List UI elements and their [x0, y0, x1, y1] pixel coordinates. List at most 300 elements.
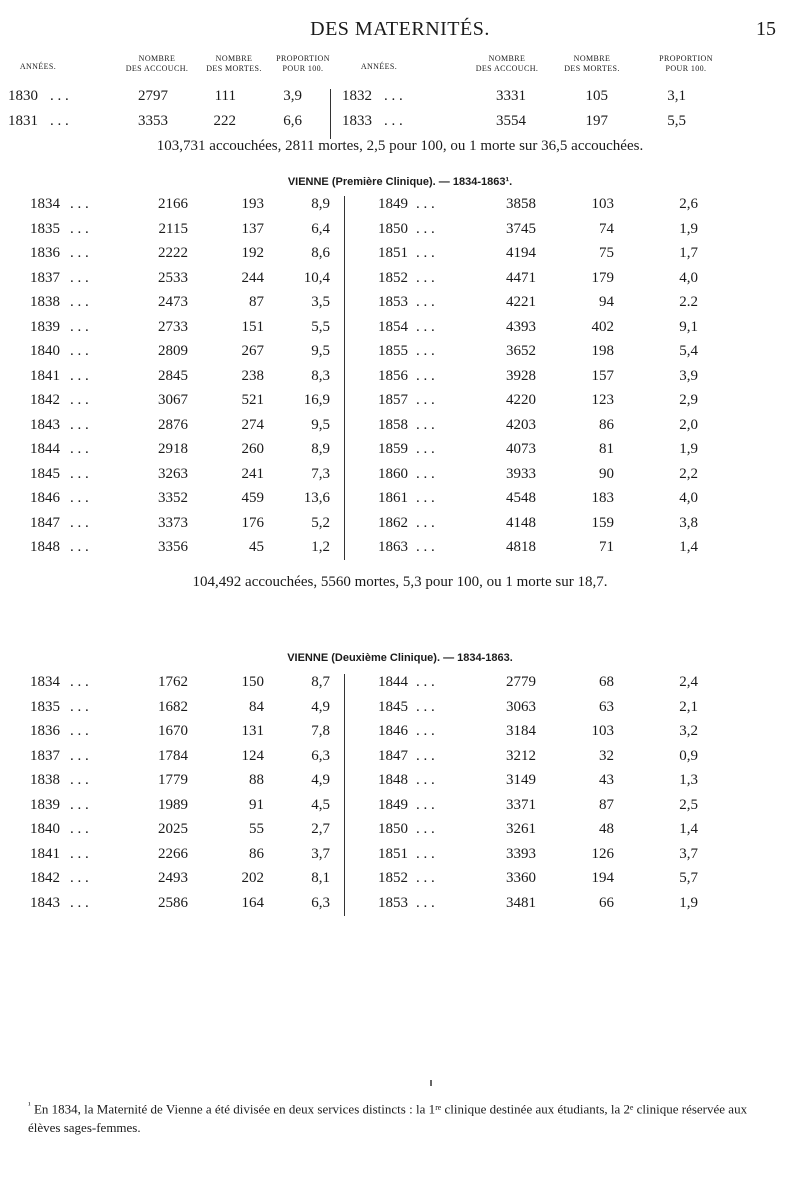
- mortes-cell: 105: [585, 88, 608, 104]
- proportion-cell: 1,2: [311, 539, 330, 555]
- year-cell: 1842: [30, 392, 60, 408]
- accouch-cell: 3352: [158, 490, 188, 506]
- proportion-cell: 3,5: [311, 294, 330, 310]
- proportion-cell: 1,9: [679, 441, 698, 457]
- accouch-cell: 4393: [506, 318, 536, 335]
- dots: . . .: [416, 747, 435, 764]
- proportion-cell: 1,4: [679, 539, 698, 555]
- proportion-cell: 2,6: [679, 196, 698, 212]
- mortes-cell: 126: [591, 845, 614, 862]
- accouch-cell: 2533: [158, 269, 188, 286]
- accouch-cell: 3652: [506, 343, 536, 359]
- dots: . . .: [416, 367, 435, 384]
- accouch-cell: 1682: [158, 698, 188, 715]
- year-cell: 1842: [30, 870, 60, 886]
- dots: . . .: [416, 465, 435, 482]
- year-cell: 1860: [378, 465, 408, 482]
- col-label: NOMBRE: [138, 54, 176, 63]
- dots: . . .: [416, 674, 435, 690]
- accouch-cell: 2493: [158, 870, 188, 886]
- year-cell: 1840: [30, 821, 60, 837]
- accouch-cell: 4203: [506, 416, 536, 433]
- mortes-cell: 48: [599, 821, 614, 837]
- accouch-cell: 3481: [506, 894, 536, 911]
- dots: . . .: [416, 796, 435, 813]
- year-cell: 1853: [378, 894, 408, 911]
- accouch-cell: 2733: [158, 318, 188, 335]
- year-cell: 1836: [30, 245, 60, 261]
- proportion-cell: 3,9: [283, 88, 302, 104]
- mortes-cell: 74: [599, 220, 614, 237]
- table-row: [0, 392, 800, 416]
- table-row: [0, 319, 800, 343]
- year-cell: 1839: [30, 796, 60, 813]
- table-row: [0, 674, 800, 698]
- mortes-cell: 68: [599, 674, 614, 690]
- dots: . . .: [416, 318, 435, 335]
- proportion-cell: 8,1: [311, 870, 330, 886]
- year-cell: 1843: [30, 894, 60, 911]
- mortes-cell: 84: [249, 698, 264, 715]
- proportion-cell: 6,3: [311, 894, 330, 911]
- dots: . . .: [416, 845, 435, 862]
- dots: . . .: [416, 514, 435, 531]
- mortes-cell: 103: [591, 723, 614, 739]
- proportion-cell: 3,2: [679, 723, 698, 739]
- mortes-cell: 222: [213, 113, 236, 129]
- table-row: [0, 417, 800, 441]
- accouch-cell: 3371: [506, 796, 536, 813]
- year-cell: 1847: [30, 514, 60, 531]
- col-label: NOMBRE: [488, 54, 526, 63]
- accouch-cell: 2115: [158, 220, 188, 237]
- proportion-cell: 5,4: [679, 343, 698, 359]
- year-cell: 1848: [378, 772, 408, 788]
- dots: . . .: [416, 490, 435, 506]
- year-cell: 1862: [378, 514, 408, 531]
- proportion-cell: 2,4: [679, 674, 698, 690]
- col-label: PROPORTION: [276, 54, 330, 63]
- mortes-cell: 71: [599, 539, 614, 555]
- year-cell: 1833: [342, 113, 372, 129]
- year-cell: 1852: [378, 870, 408, 886]
- mortes-cell: 192: [241, 245, 264, 261]
- table-row: [0, 113, 800, 137]
- accouch-cell: 3063: [506, 698, 536, 715]
- year-cell: 1844: [30, 441, 60, 457]
- mortes-cell: 176: [241, 514, 264, 531]
- mortes-cell: 88: [249, 772, 264, 788]
- dots: . . .: [416, 245, 435, 261]
- table-row: [0, 821, 800, 845]
- col-nombre-mortes-2: [552, 54, 632, 74]
- year-cell: 1844: [378, 674, 408, 690]
- dots: . . .: [70, 514, 89, 531]
- year-cell: 1835: [30, 220, 60, 237]
- col-proportion-2: [636, 54, 736, 74]
- table-row: [0, 221, 800, 245]
- proportion-cell: 8,7: [311, 674, 330, 690]
- accouch-cell: 4220: [506, 392, 536, 408]
- table-row: [0, 294, 800, 318]
- year-cell: 1851: [378, 845, 408, 862]
- accouch-cell: 3331: [496, 88, 526, 104]
- proportion-cell: 6,6: [283, 113, 302, 129]
- dots: . . .: [416, 416, 435, 433]
- proportion-cell: 4,0: [679, 490, 698, 506]
- dots: . . .: [416, 441, 435, 457]
- proportion-cell: 6,3: [311, 747, 330, 764]
- dots: . . .: [70, 894, 89, 911]
- year-cell: 1837: [30, 747, 60, 764]
- proportion-cell: 1,9: [679, 220, 698, 237]
- proportion-cell: 1,9: [679, 894, 698, 911]
- proportion-cell: 13,6: [303, 490, 330, 506]
- mortes-cell: 238: [241, 367, 264, 384]
- col-label: DES MORTES.: [206, 64, 262, 73]
- section-summary: 104,492 accouchées, 5560 mortes, 5,3 pour 100, ou 1 morte sur 18,7.: [192, 574, 608, 590]
- mortes-cell: 75: [599, 245, 614, 261]
- dots: . . .: [416, 698, 435, 715]
- year-cell: 1838: [30, 294, 60, 310]
- accouch-cell: 4818: [506, 539, 536, 555]
- accouch-cell: 2918: [158, 441, 188, 457]
- mortes-cell: 267: [241, 343, 264, 359]
- proportion-cell: 2,2: [679, 465, 698, 482]
- year-cell: 1846: [30, 490, 60, 506]
- accouch-cell: 1762: [158, 674, 188, 690]
- accouch-cell: 3933: [506, 465, 536, 482]
- proportion-cell: 7,3: [311, 465, 330, 482]
- dots: . . .: [70, 294, 89, 310]
- mortes-cell: 159: [591, 514, 614, 531]
- accouch-cell: 4073: [506, 441, 536, 457]
- dots: . . .: [70, 416, 89, 433]
- dots: . . .: [70, 269, 89, 286]
- dots: . . .: [70, 392, 89, 408]
- year-cell: 1853: [378, 294, 408, 310]
- table-row: [0, 515, 800, 539]
- dots: . . .: [416, 723, 435, 739]
- table-row: [0, 196, 800, 220]
- footnote-marker: ¹: [28, 1100, 31, 1110]
- accouch-cell: 3263: [158, 465, 188, 482]
- dots: . . .: [70, 490, 89, 506]
- col-nombre-accouch-2: [462, 54, 552, 74]
- dots: . . .: [70, 698, 89, 715]
- mortes-cell: 123: [591, 392, 614, 408]
- section-heading: VIENNE (Deuxième Clinique). — 1834-1863.: [287, 652, 513, 664]
- proportion-cell: 5,2: [311, 514, 330, 531]
- col-label: DES ACCOUCH.: [125, 64, 189, 73]
- dots: . . .: [70, 870, 89, 886]
- dots: . . .: [70, 747, 89, 764]
- mortes-cell: 55: [249, 821, 264, 837]
- accouch-cell: 2473: [158, 294, 188, 310]
- proportion-cell: 1,7: [679, 245, 698, 261]
- mortes-cell: 111: [214, 88, 236, 104]
- dots: . . .: [416, 196, 435, 212]
- accouch-cell: 2797: [138, 88, 168, 104]
- year-cell: 1843: [30, 416, 60, 433]
- accouch-cell: 1784: [158, 747, 188, 764]
- mortes-cell: 90: [599, 465, 614, 482]
- mortes-cell: 32: [599, 747, 614, 764]
- mortes-cell: 63: [599, 698, 614, 715]
- footnote-mark: [430, 1080, 432, 1086]
- accouch-cell: 3353: [138, 113, 168, 129]
- col-nombre-accouch: [112, 54, 202, 74]
- accouch-cell: 1779: [158, 772, 188, 788]
- accouch-cell: 4194: [506, 245, 536, 261]
- table-row: [0, 343, 800, 367]
- proportion-cell: 5,5: [667, 113, 686, 129]
- accouch-cell: 3149: [506, 772, 536, 788]
- year-cell: 1831: [8, 113, 38, 129]
- mortes-cell: 402: [591, 318, 614, 335]
- dots: . . .: [70, 845, 89, 862]
- col-label: PROPORTION: [659, 54, 713, 63]
- proportion-cell: 7,8: [311, 723, 330, 739]
- col-label: POUR 100.: [282, 64, 324, 73]
- proportion-cell: 10,4: [303, 269, 330, 286]
- dots: . . .: [70, 539, 89, 555]
- dots: . . .: [384, 88, 403, 104]
- accouch-cell: 3261: [506, 821, 536, 837]
- mortes-cell: 87: [599, 796, 614, 813]
- table-row: [0, 270, 800, 294]
- column-headers: [0, 52, 800, 78]
- dots: . . .: [416, 392, 435, 408]
- accouch-cell: 3928: [506, 367, 536, 384]
- table-row: [0, 466, 800, 490]
- accouch-cell: 4471: [506, 269, 536, 286]
- dots: . . .: [416, 539, 435, 555]
- proportion-cell: 6,4: [311, 220, 330, 237]
- footnote: [28, 1096, 780, 1137]
- col-annees: ANNÉES.: [19, 62, 57, 71]
- year-cell: 1835: [30, 698, 60, 715]
- mortes-cell: 521: [241, 392, 264, 408]
- mortes-cell: 87: [249, 294, 264, 310]
- year-cell: 1863: [378, 539, 408, 555]
- mortes-cell: 103: [591, 196, 614, 212]
- mortes-cell: 179: [591, 269, 614, 286]
- dots: . . .: [70, 441, 89, 457]
- proportion-cell: 8,9: [311, 196, 330, 212]
- accouch-cell: 3067: [158, 392, 188, 408]
- table-row: [0, 895, 800, 919]
- table-row: [0, 368, 800, 392]
- mortes-cell: 137: [241, 220, 264, 237]
- dots: . . .: [70, 343, 89, 359]
- mortes-cell: 164: [241, 894, 264, 911]
- col-proportion: [258, 54, 348, 74]
- proportion-cell: 16,9: [303, 392, 330, 408]
- year-cell: 1837: [30, 269, 60, 286]
- accouch-cell: 2166: [158, 196, 188, 212]
- footnote-text: En 1834, la Maternité de Vienne a été divisée en deux services distincts : la 1ʳᵉ clinique destinée aux étudiants, la 2ᵉ clinique réservée aux élèves sages-femmes.: [28, 1101, 748, 1136]
- dots: . . .: [70, 220, 89, 237]
- dots: . . .: [70, 772, 89, 788]
- mortes-cell: 260: [241, 441, 264, 457]
- proportion-cell: 1,4: [679, 821, 698, 837]
- mortes-cell: 274: [241, 416, 264, 433]
- table-row: [0, 88, 800, 112]
- accouch-cell: 2222: [158, 245, 188, 261]
- year-cell: 1857: [378, 392, 408, 408]
- table-row: [0, 245, 800, 269]
- dots: . . .: [70, 318, 89, 335]
- year-cell: 1859: [378, 441, 408, 457]
- year-cell: 1834: [30, 674, 60, 690]
- dots: . . .: [70, 796, 89, 813]
- dots: . . .: [70, 723, 89, 739]
- accouch-cell: 2025: [158, 821, 188, 837]
- proportion-cell: 5,5: [311, 318, 330, 335]
- accouch-cell: 3212: [506, 747, 536, 764]
- mortes-cell: 124: [241, 747, 264, 764]
- accouch-cell: 4548: [506, 490, 536, 506]
- accouch-cell: 4221: [506, 294, 536, 310]
- accouch-cell: 3356: [158, 539, 188, 555]
- col-label: POUR 100.: [665, 64, 707, 73]
- table-row: [0, 723, 800, 747]
- year-cell: 1848: [30, 539, 60, 555]
- table-row: [0, 797, 800, 821]
- proportion-cell: 4,5: [311, 796, 330, 813]
- mortes-cell: 241: [241, 465, 264, 482]
- mortes-cell: 91: [249, 796, 264, 813]
- dots: . . .: [416, 294, 435, 310]
- accouch-cell: 2845: [158, 367, 188, 384]
- accouch-cell: 1989: [158, 796, 188, 813]
- proportion-cell: 9,5: [311, 416, 330, 433]
- accouch-cell: 3393: [506, 845, 536, 862]
- mortes-cell: 81: [599, 441, 614, 457]
- dots: . . .: [70, 821, 89, 837]
- proportion-cell: 2,7: [311, 821, 330, 837]
- year-cell: 1847: [378, 747, 408, 764]
- table-row: [0, 441, 800, 465]
- accouch-cell: 3360: [506, 870, 536, 886]
- proportion-cell: 8,6: [311, 245, 330, 261]
- accouch-cell: 3745: [506, 220, 536, 237]
- mortes-cell: 94: [599, 294, 614, 310]
- mortes-cell: 157: [591, 367, 614, 384]
- year-cell: 1861: [378, 490, 408, 506]
- proportion-cell: 2,5: [679, 796, 698, 813]
- mortes-cell: 202: [241, 870, 264, 886]
- accouch-cell: 3184: [506, 723, 536, 739]
- running-title: DES MATERNITÉS.: [310, 18, 490, 40]
- dots: . . .: [416, 772, 435, 788]
- mortes-cell: 197: [585, 113, 608, 129]
- year-cell: 1854: [378, 318, 408, 335]
- year-cell: 1834: [30, 196, 60, 212]
- year-cell: 1846: [378, 723, 408, 739]
- dots: . . .: [416, 894, 435, 911]
- proportion-cell: 3,8: [679, 514, 698, 531]
- mortes-cell: 193: [241, 196, 264, 212]
- proportion-cell: 2,9: [679, 392, 698, 408]
- col-label: DES ACCOUCH.: [475, 64, 539, 73]
- accouch-cell: 3373: [158, 514, 188, 531]
- proportion-cell: 3,7: [311, 845, 330, 862]
- table-row: [0, 846, 800, 870]
- table-row: [0, 748, 800, 772]
- year-cell: 1836: [30, 723, 60, 739]
- accouch-cell: 2876: [158, 416, 188, 433]
- table-row: [0, 772, 800, 796]
- proportion-cell: 4,0: [679, 269, 698, 286]
- mortes-cell: 43: [599, 772, 614, 788]
- year-cell: 1856: [378, 367, 408, 384]
- proportion-cell: 9,5: [311, 343, 330, 359]
- proportion-cell: 1,3: [679, 772, 698, 788]
- mortes-cell: 459: [241, 490, 264, 506]
- accouch-cell: 2586: [158, 894, 188, 911]
- proportion-cell: 0,9: [679, 747, 698, 764]
- proportion-cell: 4,9: [311, 772, 330, 788]
- year-cell: 1849: [378, 796, 408, 813]
- page-header: [0, 18, 800, 44]
- year-cell: 1840: [30, 343, 60, 359]
- col-annees-2: ANNÉES.: [360, 62, 398, 71]
- year-cell: 1830: [8, 88, 38, 104]
- year-cell: 1845: [30, 465, 60, 482]
- col-label: DES MORTES.: [564, 64, 620, 73]
- year-cell: 1850: [378, 220, 408, 237]
- accouch-cell: 3858: [506, 196, 536, 212]
- mortes-cell: 198: [591, 343, 614, 359]
- dots: . . .: [416, 220, 435, 237]
- dots: . . .: [70, 245, 89, 261]
- proportion-cell: 2,0: [679, 416, 698, 433]
- table-row: [0, 870, 800, 894]
- top-summary: 103,731 accouchées, 2811 mortes, 2,5 pour 100, ou 1 morte sur 36,5 accouchées.: [156, 138, 644, 154]
- year-cell: 1845: [378, 698, 408, 715]
- dots: . . .: [416, 870, 435, 886]
- dots: . . .: [50, 113, 69, 129]
- table-row: [0, 699, 800, 723]
- dots: . . .: [70, 367, 89, 384]
- col-label: NOMBRE: [573, 54, 611, 63]
- table-row: [0, 490, 800, 514]
- mortes-cell: 194: [591, 870, 614, 886]
- accouch-cell: 2779: [506, 674, 536, 690]
- proportion-cell: 3,9: [679, 367, 698, 384]
- accouch-cell: 2266: [158, 845, 188, 862]
- proportion-cell: 5,7: [679, 870, 698, 886]
- year-cell: 1850: [378, 821, 408, 837]
- mortes-cell: 244: [241, 269, 264, 286]
- dots: . . .: [50, 88, 69, 104]
- proportion-cell: 8,9: [311, 441, 330, 457]
- col-label: NOMBRE: [215, 54, 253, 63]
- year-cell: 1852: [378, 269, 408, 286]
- table-row: [0, 539, 800, 563]
- accouch-cell: 2809: [158, 343, 188, 359]
- accouch-cell: 4148: [506, 514, 536, 531]
- year-cell: 1838: [30, 772, 60, 788]
- year-cell: 1841: [30, 367, 60, 384]
- accouch-cell: 3554: [496, 113, 526, 129]
- mortes-cell: 45: [249, 539, 264, 555]
- dots: . . .: [416, 269, 435, 286]
- proportion-cell: 9,1: [679, 318, 698, 335]
- accouch-cell: 1670: [158, 723, 188, 739]
